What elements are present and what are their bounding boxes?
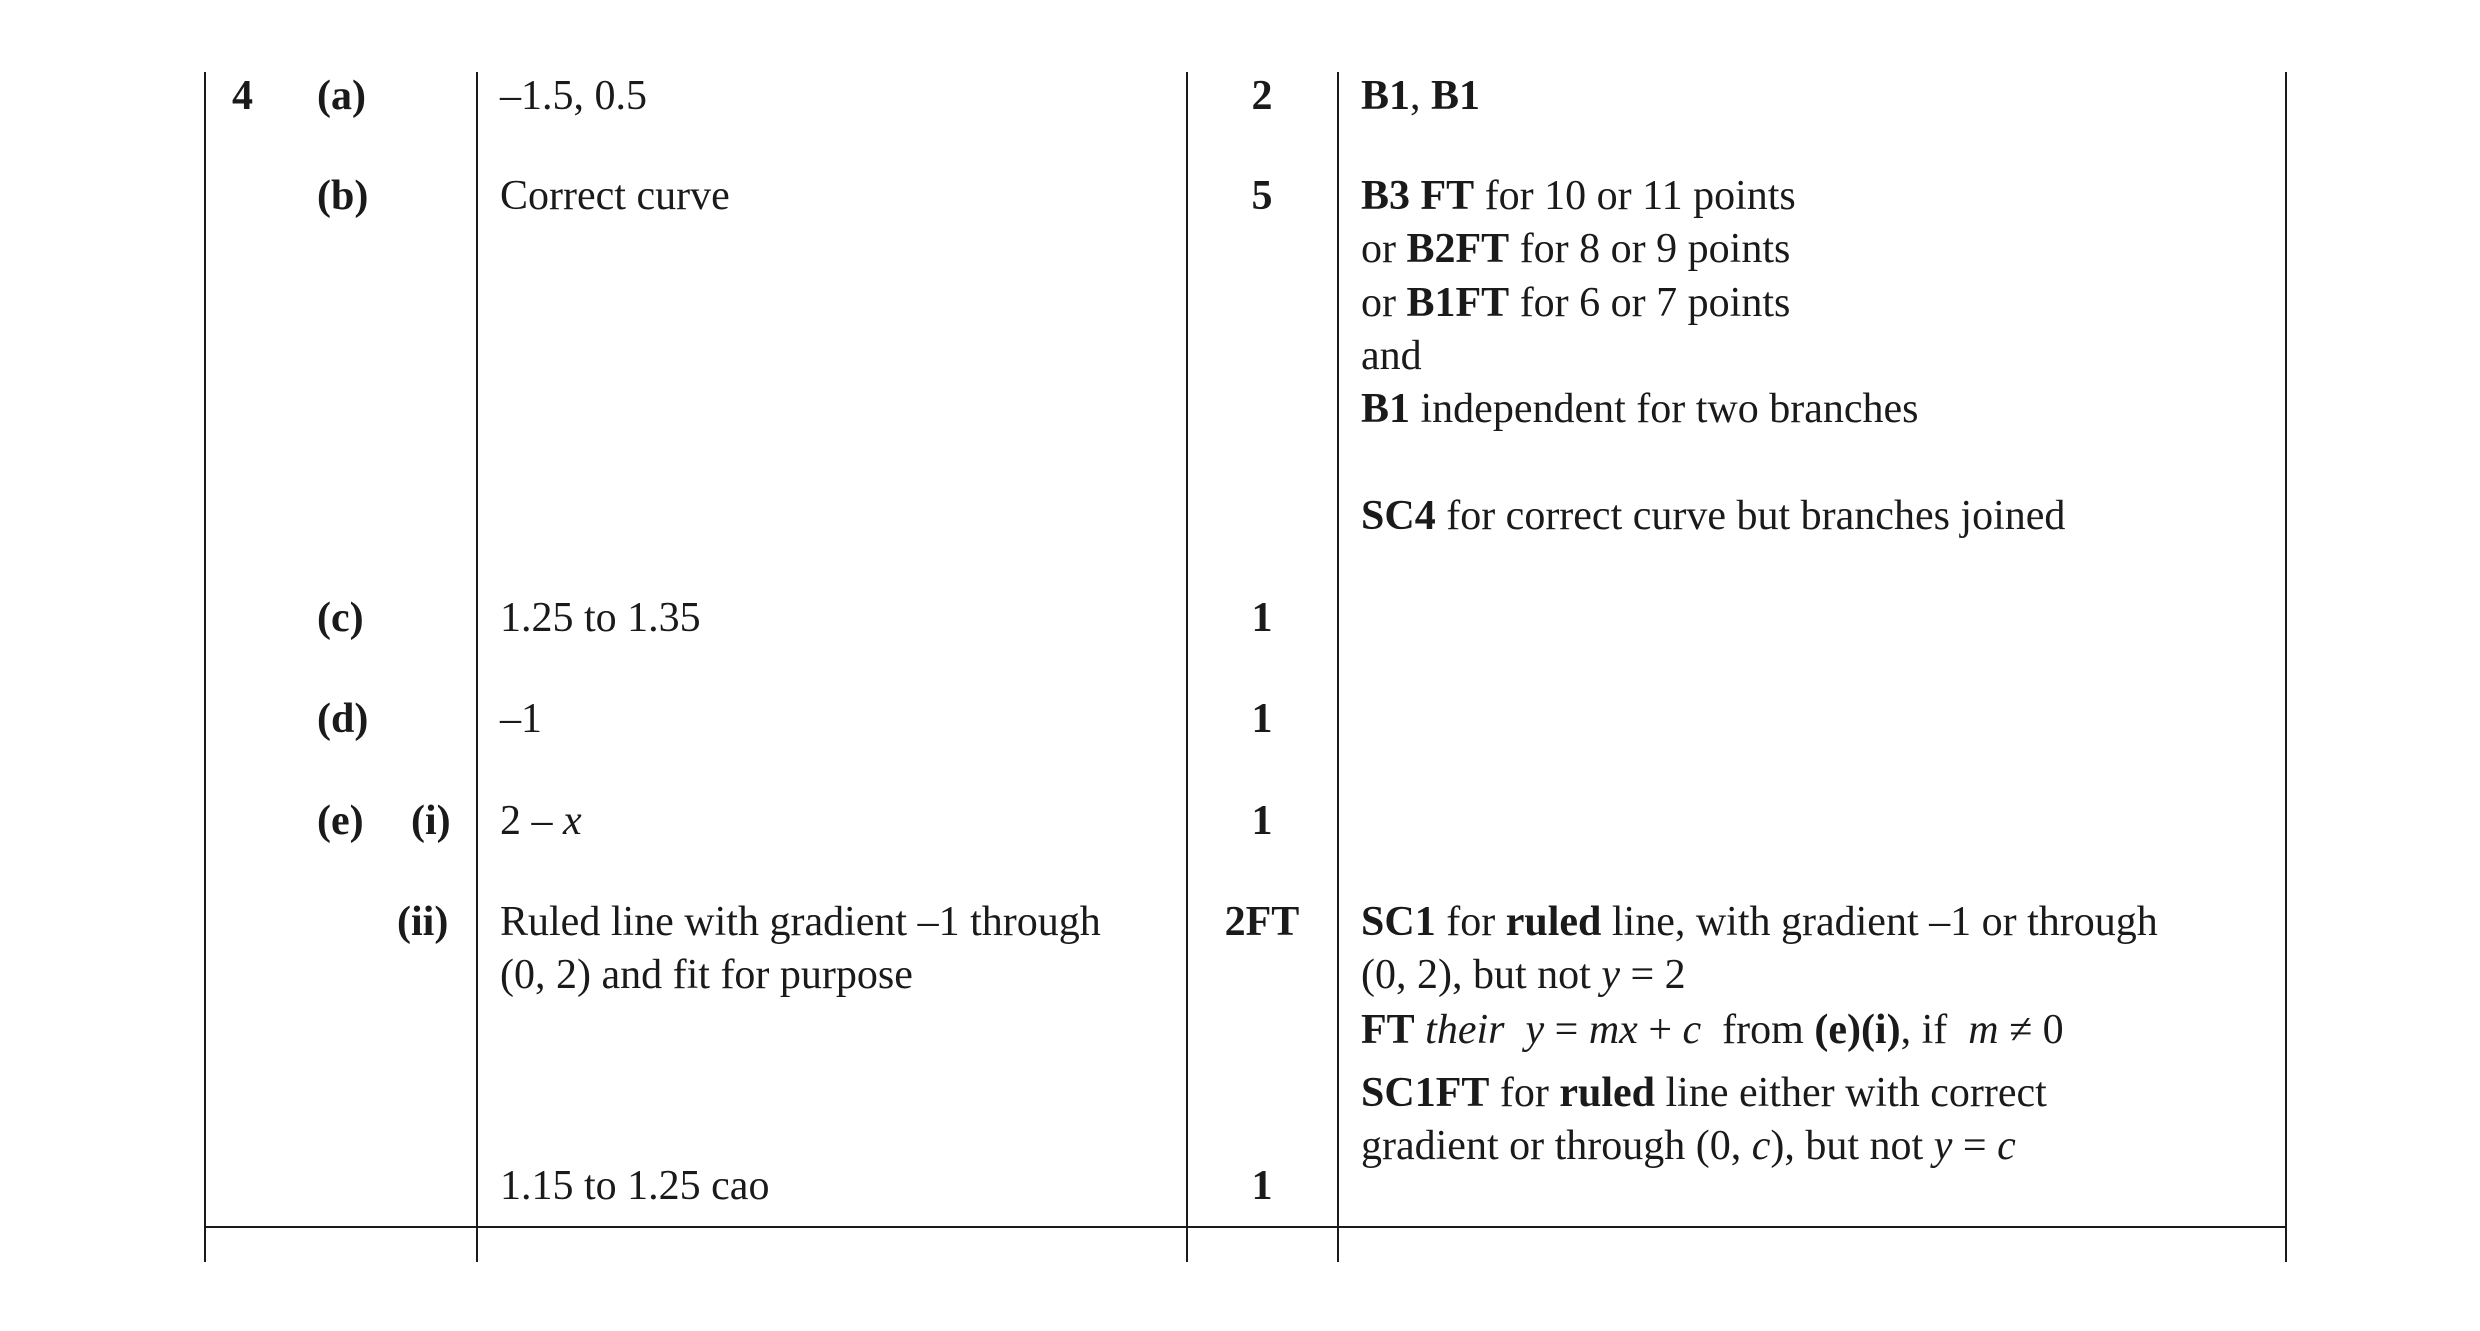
notes-e-ii-sc1: SC1 [1361, 899, 1436, 945]
notes-e-ii-sc1ft: SC1FT [1361, 1070, 1490, 1116]
answer-b: Correct curve [500, 173, 730, 219]
notes-b-line3-text: for 6 or 7 points [1509, 280, 1791, 326]
notes-e-ii-m: m [1968, 1007, 1999, 1053]
notes-e-ii-l4a: for [1489, 1070, 1560, 1116]
notes-e-ii-ft: FT [1361, 1007, 1415, 1053]
notes-e-ii-l2-var: y [1601, 952, 1620, 998]
sublabel-e-i: (i) [411, 798, 451, 844]
column-divider-notes [1337, 72, 1339, 1262]
notes-e-ii-l1a: for [1435, 899, 1506, 945]
notes-e-ii-l5a: gradient or through (0, [1361, 1123, 1752, 1169]
notes-e-ii-l1b: line, with gradient –1 or through [1601, 899, 2158, 945]
notes-e-ii-line1 [1361, 896, 2158, 949]
question-number: 4 [232, 73, 253, 119]
notes-e-ii-from: from [1711, 1007, 1815, 1053]
notes-e-ii-eq-plus: + [1637, 1007, 1683, 1053]
notes-e-ii-l2a: (0, 2), but not [1361, 952, 1602, 998]
sublabel-e-ii: (ii) [397, 899, 449, 945]
part-label-c: (c) [317, 595, 364, 641]
notes-e-ii-eq-c: c [1682, 1007, 1702, 1053]
mark-d: 1 [1251, 696, 1273, 742]
notes-e-ii-l5-c2: c [1997, 1123, 2016, 1169]
answer-a: –1.5, 0.5 [500, 73, 647, 119]
notes-b-line2-bold: B2FT [1406, 226, 1510, 272]
mark-e-ii: 2FT [1224, 899, 1300, 945]
answer-e-ii-line3: 1.15 to 1.25 cao [500, 1163, 770, 1209]
part-label-b: (b) [317, 173, 369, 219]
mark-c: 1 [1251, 595, 1273, 641]
notes-e-ii-ref: (e)(i) [1814, 1007, 1901, 1053]
notes-b-line4: and [1361, 333, 1422, 379]
mark-e-ii-second: 1 [1251, 1163, 1273, 1209]
notes-e-ii-eq-mx: mx [1588, 1007, 1638, 1053]
part-label-e: (e) [317, 798, 364, 844]
answer-c: 1.25 to 1.35 [500, 595, 701, 641]
notes-e-ii-their: their [1414, 1007, 1505, 1053]
part-label-a: (a) [317, 73, 366, 119]
table-row-bottom-rule [204, 1226, 2287, 1228]
mark-a: 2 [1251, 73, 1273, 119]
notes-b-line2-pre: or [1361, 226, 1407, 272]
notes-e-ii-l5-y: y [1933, 1123, 1953, 1169]
notes-b-line2 [1361, 223, 1790, 276]
notes-e-ii-l5-c: c [1751, 1123, 1771, 1169]
notes-b-line3-pre: or [1361, 280, 1407, 326]
notes-e-ii-line2 [1361, 949, 1686, 1002]
notes-e-ii-l5c: = [1952, 1123, 1998, 1169]
mark-e-i: 1 [1251, 798, 1273, 844]
notes-b-line6-text: for correct curve but branches joined [1435, 493, 2066, 539]
table-border-right [2285, 72, 2287, 1262]
answer-e-i-var: x [563, 798, 582, 844]
notes-e-ii-line5 [1361, 1120, 2016, 1173]
table-border-left [204, 72, 206, 1262]
notes-e-ii-ruled: ruled [1505, 899, 1602, 945]
notes-b-line5-bold: B1 [1361, 386, 1411, 432]
notes-b-line1-text: for 10 or 11 points [1474, 173, 1796, 219]
notes-e-ii-if: , if [1900, 1007, 1958, 1053]
notes-e-ii-l5b: ), but not [1770, 1123, 1934, 1169]
notes-b-line5-text: independent for two branches [1410, 386, 1919, 432]
notes-e-ii-line4 [1361, 1067, 2047, 1120]
notes-a [1361, 70, 1480, 123]
answer-e-ii-line1: Ruled line with gradient –1 through [500, 899, 1101, 945]
notes-e-ii-eq-equals: = [1544, 1007, 1589, 1053]
answer-e-i-pre: 2 – [500, 798, 563, 844]
notes-b-line5 [1361, 383, 1919, 436]
column-divider-marks [1186, 72, 1188, 1262]
notes-e-ii-eq-y: y [1525, 1007, 1545, 1053]
notes-e-ii-line3 [1361, 1004, 2064, 1057]
notes-b-line3-bold: B1FT [1406, 280, 1510, 326]
notes-a-sep: , [1410, 73, 1432, 119]
notes-e-ii-l4b: line either with correct [1655, 1070, 2047, 1116]
answer-e-i [500, 795, 582, 848]
part-label-d: (d) [317, 696, 369, 742]
notes-b-line6 [1361, 490, 2065, 543]
notes-e-ii-l2b: = 2 [1619, 952, 1686, 998]
mark-b: 5 [1251, 173, 1273, 219]
notes-b-line3 [1361, 277, 1790, 330]
notes-a-b1: B1 [1361, 73, 1411, 119]
notes-b-line1 [1361, 170, 1796, 223]
notes-b-line1-bold: B3 FT [1361, 173, 1475, 219]
notes-b-line6-bold: SC4 [1361, 493, 1436, 539]
column-divider-answer [476, 72, 478, 1262]
notes-e-ii-ne: ≠ 0 [1998, 1007, 2064, 1053]
answer-d: –1 [500, 696, 542, 742]
answer-e-ii-line2: (0, 2) and fit for purpose [500, 952, 913, 998]
notes-b-line2-text: for 8 or 9 points [1509, 226, 1791, 272]
notes-a-b1-second: B1 [1431, 73, 1481, 119]
notes-e-ii-ruled-2: ruled [1559, 1070, 1656, 1116]
